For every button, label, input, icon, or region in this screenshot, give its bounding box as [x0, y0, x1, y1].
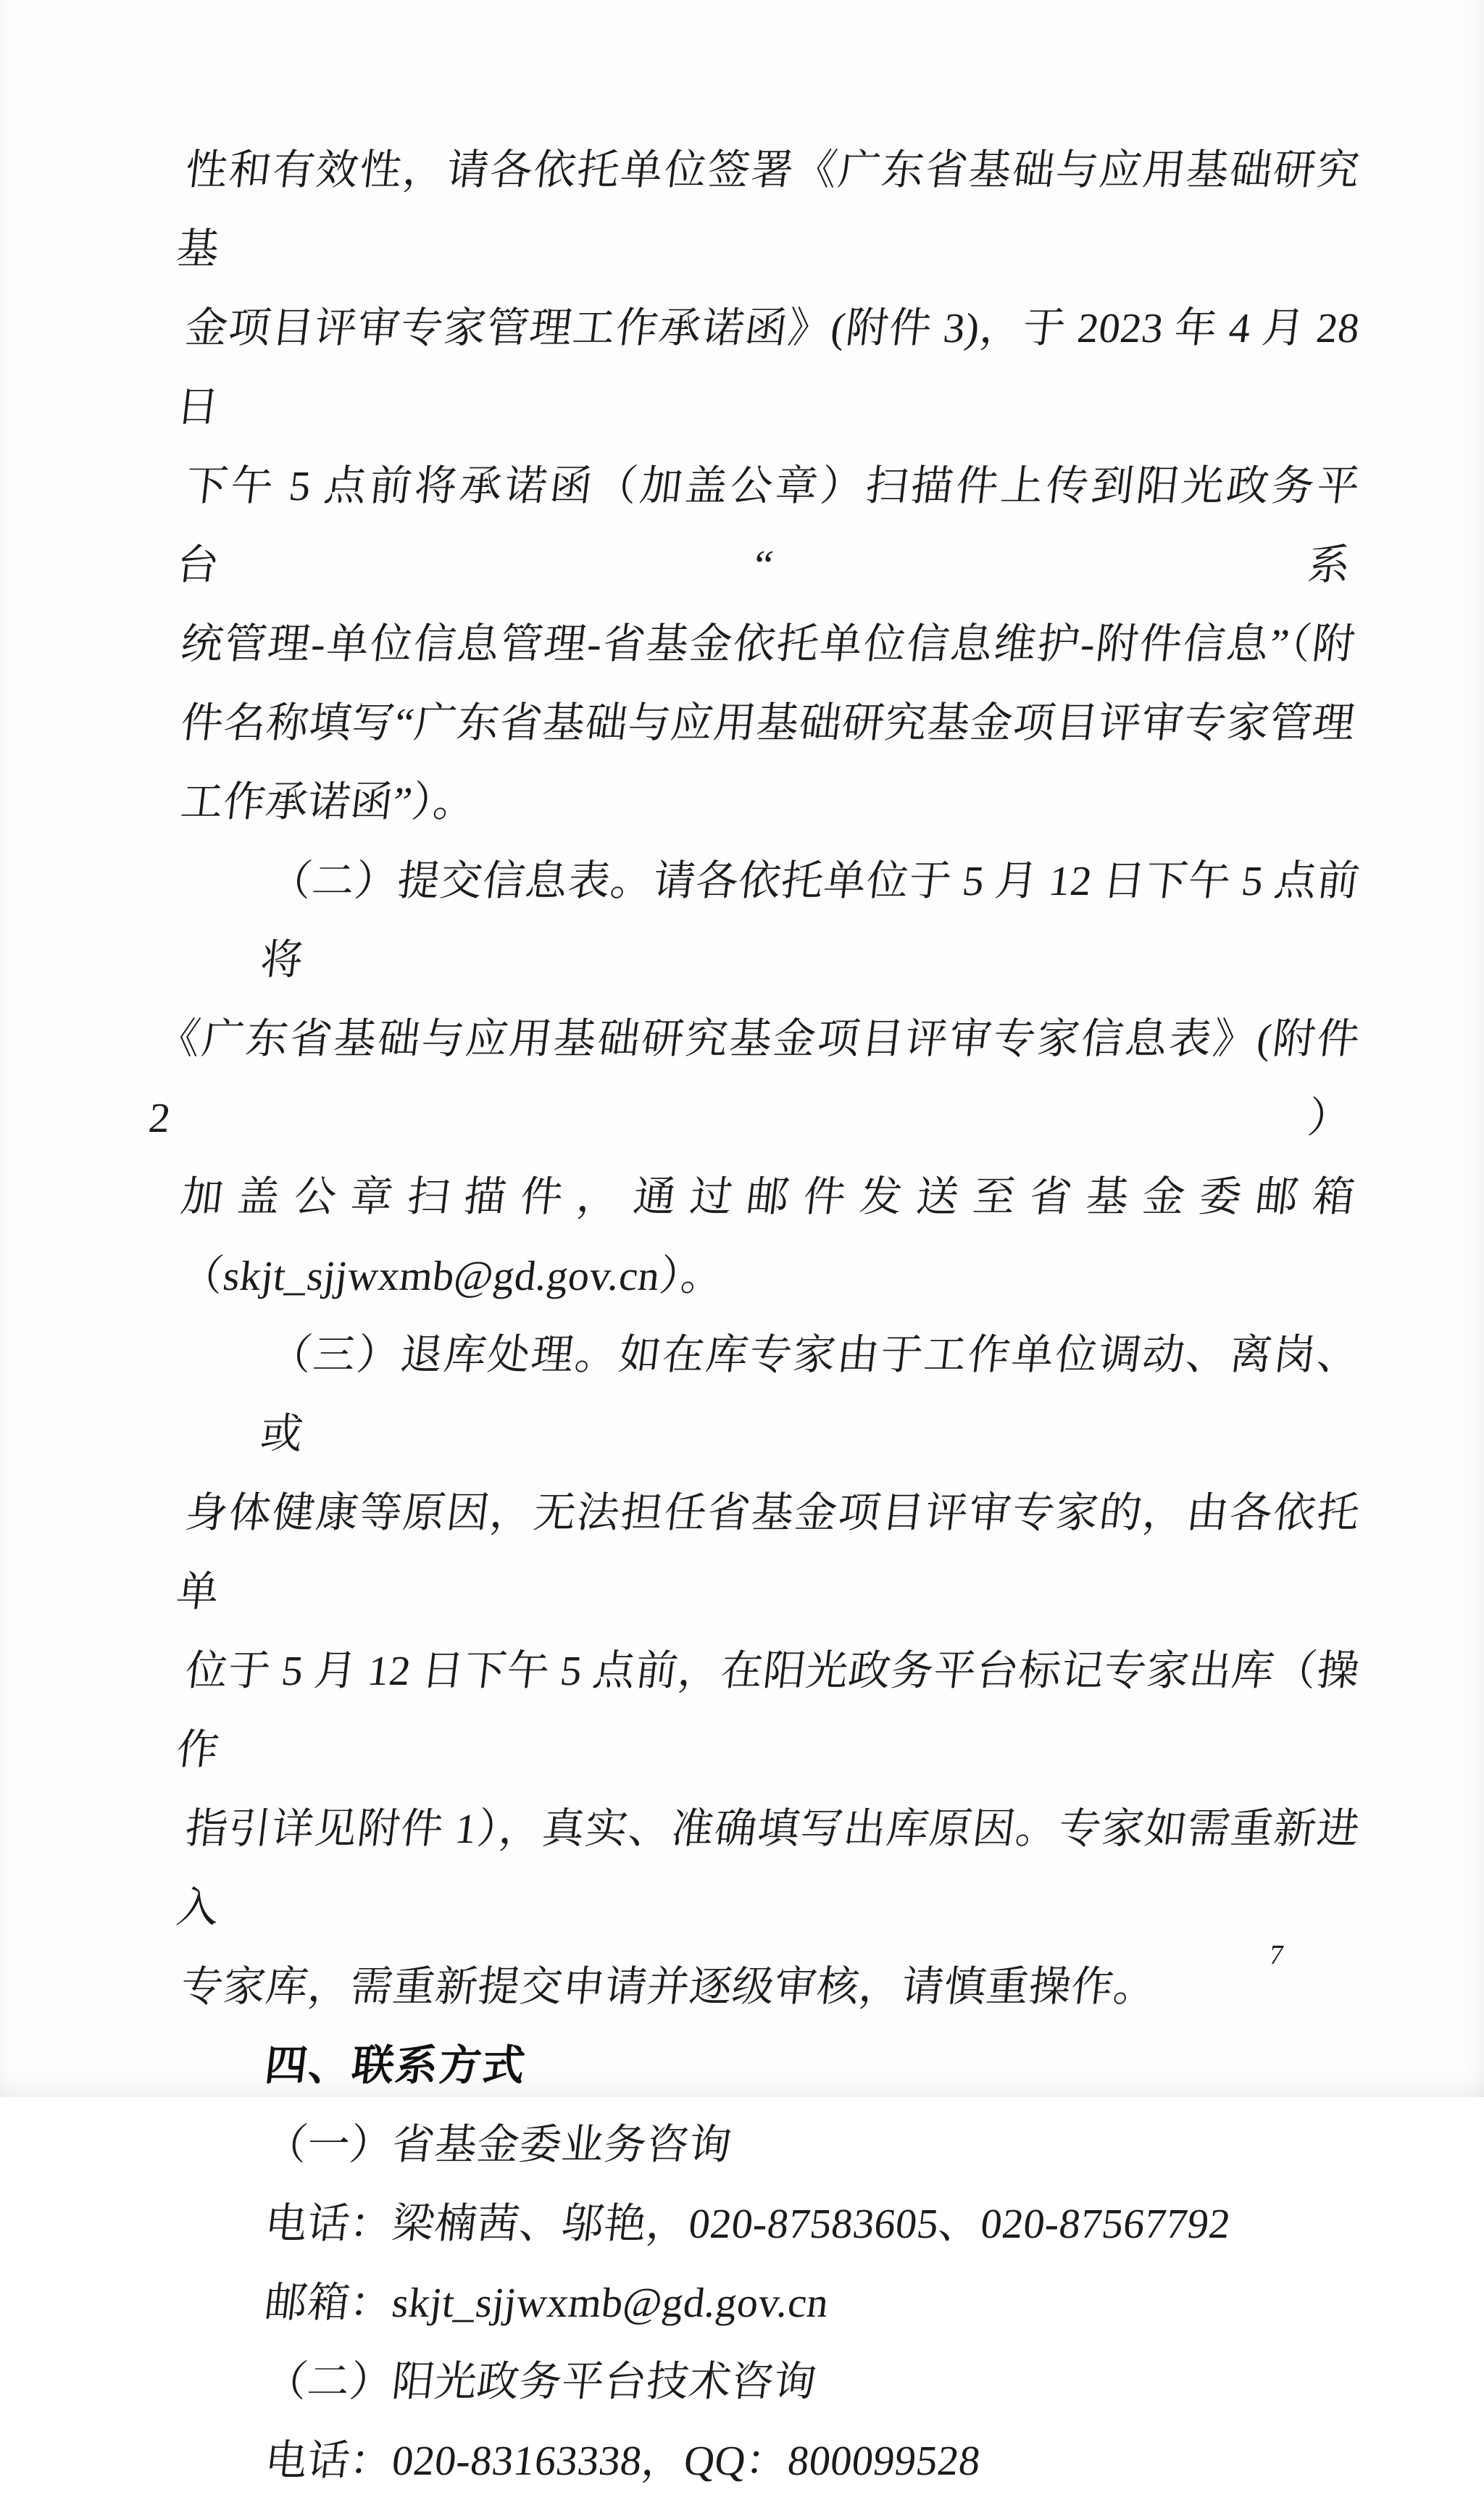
text-line: 身体健康等原因，无法担任省基金项目评审专家的，由各依托单: [174, 1489, 1362, 1615]
text-line: 专家库，需重新提交申请并逐级审核，请慎重操作。: [178, 1963, 1159, 2010]
text-line: 件名称填写“广东省基础与应用基础研究基金项目评审专家管理: [178, 699, 1358, 746]
text-line: 加盖公章扫描件，通过邮件发送至省基金委邮箱: [178, 1173, 1358, 1220]
text-line: 电话：梁楠茜、邬艳，020-87583605、020-87567792: [262, 2200, 1233, 2247]
text-line: 指引详见附件 1），真实、准确填写出库原因。专家如需重新进入: [174, 1805, 1362, 1931]
text-line: 下午 5 点前将承诺函（加盖公章）扫描件上传到阳光政务平台“系: [174, 462, 1362, 588]
text-line: 邮箱：skjt_sjjwxmb@gd.gov.cn: [262, 2279, 832, 2326]
text-line: 统管理-单位信息管理-省基金依托单位信息维护-附件信息”（附: [178, 620, 1358, 667]
text-line: （二）阳光政务平台技术咨询: [262, 2358, 820, 2405]
text-line: （skjt_sjjwxmb@gd.gov.cn）。: [178, 1252, 727, 1299]
text-line: 《广东省基础与应用基础研究基金项目评审专家信息表》(附件 2）: [146, 1015, 1362, 1141]
text-line: 性和有效性，请各依托单位签署《广东省基础与应用基础研究基: [174, 146, 1362, 272]
page-number: 7: [1267, 1940, 1285, 1970]
text-line: （一）省基金委业务咨询: [262, 2121, 735, 2168]
document-body: [146, 130, 1362, 2500]
text-line: 电话：020-83163338，QQ：800099528: [262, 2437, 983, 2484]
text-line: 金项目评审专家管理工作承诺函》(附件 3)，于 2023 年 4 月 28 日: [174, 304, 1362, 430]
text-line: （二）提交信息表。请各依托单位于 5 月 12 日下午 5 点前将: [258, 857, 1362, 983]
text-line: 位于 5 月 12 日下午 5 点前，在阳光政务平台标记专家出库（操作: [174, 1647, 1362, 1773]
text-line: （三）退库处理。如在库专家由于工作单位调动、离岗、或: [258, 1331, 1362, 1457]
text-line: 工作承诺函”）。: [178, 778, 479, 825]
section-heading: 四、联系方式: [262, 2041, 529, 2090]
